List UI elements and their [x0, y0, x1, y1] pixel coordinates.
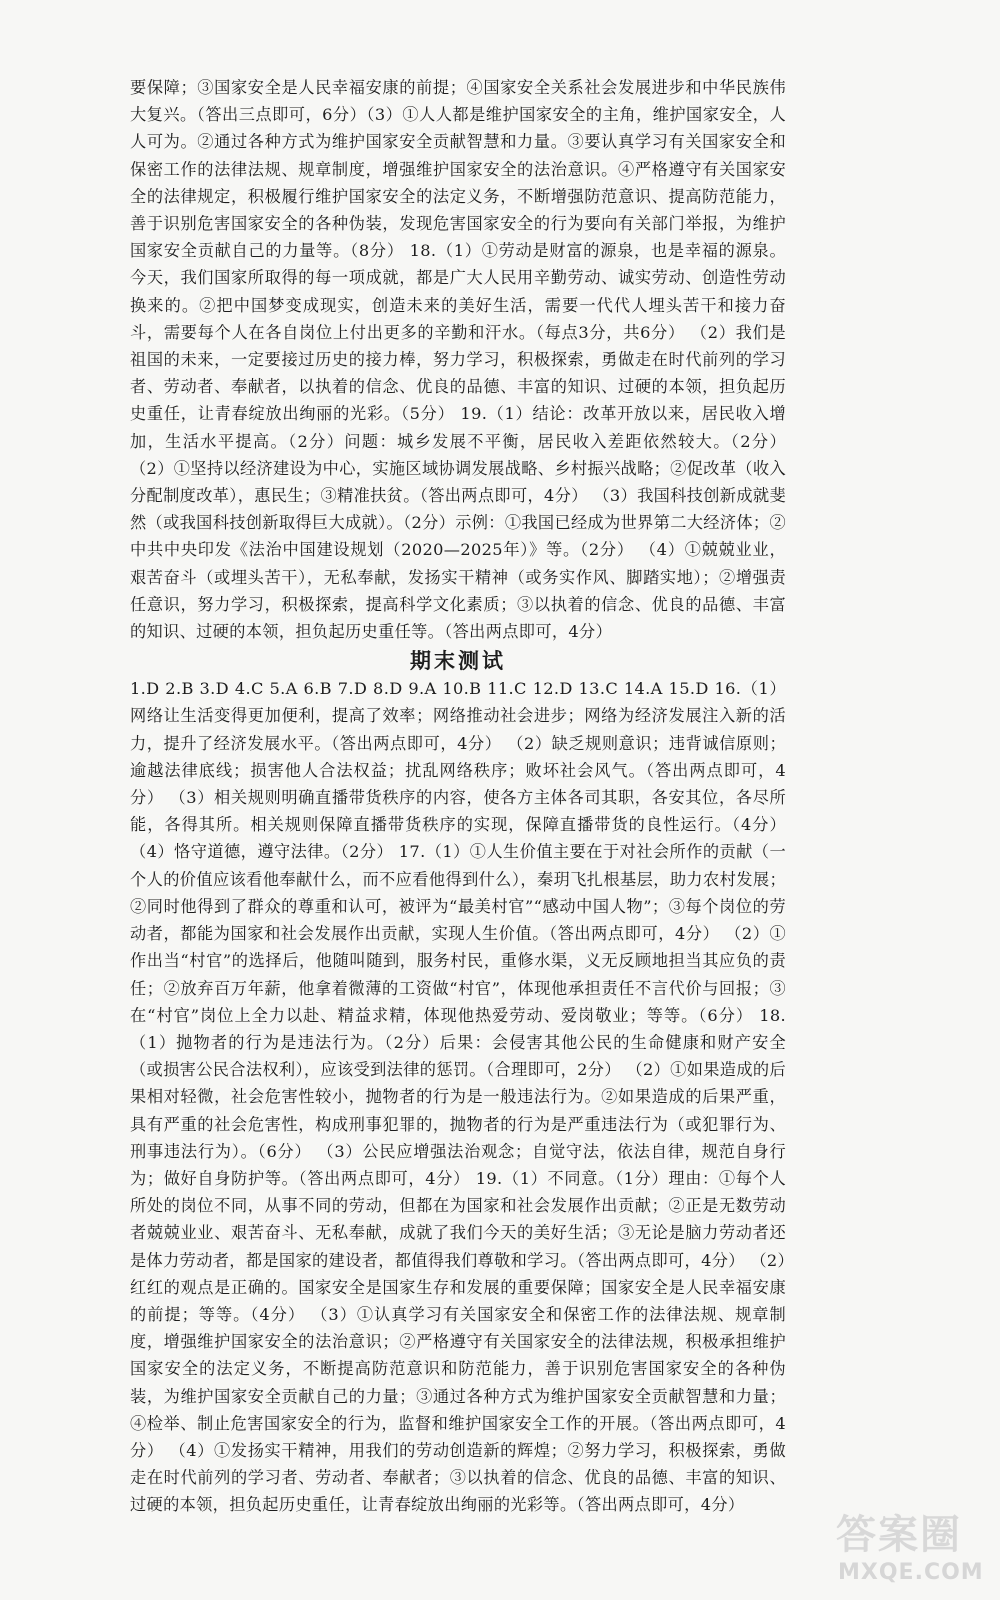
answer-text-block-1: 要保障；③国家安全是人民幸福安康的前提；④国家安全关系社会发展进步和中华民族伟大复兴。（答出三点即可，6分）（3）①人人都是维护国家安全的主角，维护国家安全，人人可为。②通过各种方式为维护国家安全贡献智慧和力量。③要认真学习有关国家安全和保密工作的法律法规、规章制度，增强维护国家安全的法治意识。④严格遵守有关国家安全的法律规定，积极履行维护国家安全的法定义务，不断增强防范意识、提高防范能力，善于识别危害国家安全的各种伪装，发现危害国家安全的行为要向有关部门举报，为维护国家安全贡献自己的力量等。（8分） 18.（1）①劳动是财富的源泉，也是幸福的源泉。今天，我们国家所取得的每一项成就，都是广大人民用辛勤劳动、诚实劳动、创造性劳动换来的。②把中国梦变成现实，创造未来的美好生活，需要一代代人埋头苦干和接力奋斗，需要每个人在各自岗位上付出更多的辛勤和汗水。（每点3分，共6分） （2）我们是祖国的未来，一定要接过历史的接力棒，努力学习，积极探索，勇做走在时代前列的学习者、劳动者、奉献者，以执着的信念、优良的品德、丰富的知识、过硬的本领，担负起历史重任，让青春绽放出绚丽的光彩。（5分） 19.（1）结论：改革开放以来，居民收入增加，生活水平提高。（2分）问题：城乡发展不平衡，居民收入差距依然较大。（2分） （2）①坚持以经济建设为中心，实施区域协调发展战略、乡村振兴战略；②促改革（收入分配制度改革），惠民生；③精准扶贫。（答出两点即可，4分） （3）我国科技创新成就斐然（或我国科技创新取得巨大成就）。（2分）示例：①我国已经成为世界第二大经济体；②中共中央印发《法治中国建设规划（2020—2025年）》等。（2分） （4）①兢兢业业，艰苦奋斗（或埋头苦干），无私奉献，发扬实干精神（或务实作风、脚踏实地）；②增强责任意识，努力学习，积极探索，提高科学文化素质；③以执着的信念、优良的品德、丰富的知识、过硬的本领，担负起历史重任等。（答出两点即可，4分） — [130, 78, 792, 642]
section-title-final-test: 期末测试 — [410, 649, 506, 674]
watermark-url: MXQE.COM — [838, 1560, 984, 1585]
watermark-logo: 答案圈 — [836, 1512, 962, 1558]
answer-text-block-2: 1.D 2.B 3.D 4.C 5.A 6.B 7.D 8.D 9.A 10.B 11.C 12.D 13.C 14.A 15.D 16.（1）网络让生活变得更加便利，提高了效率；网络推动社会进步；网络为经济发展注入新的活力，提升了经济发展水平。（答出两点即可，4分） （2）缺乏规则意识；违背诚信原则；逾越法律底线；损害他人合法权益；扰乱网络秩序；败坏社会风气。（答出两点即可，4分） （3）相关规则明确直播带货秩序的内容，使各方主体各司其职，各安其位，各尽所能，各得其所。相关规则保障直播带货秩序的实现，保障直播带货的良性运行。（4分） （4）恪守道德，遵守法律。（2分） 17.（1）①人生价值主要在于对社会所作的贡献（一个人的价值应该看他奉献什么，而不应看他得到什么），秦玥飞扎根基层，助力农村发展；②同时他得到了群众的尊重和认可，被评为“最美村官”“感动中国人物”；③每个岗位的劳动者，都能为国家和社会发展作出贡献，实现人生价值。（答出两点即可，4分） （2）①作出当“村官”的选择后，他随叫随到，服务村民，重修水渠，义无反顾地担当其应负的责任；②放弃百万年薪，他拿着微薄的工资做“村官”，体现他承担责任不言代价与回报；③在“村官”岗位上全力以赴、精益求精，体现他热爱劳动、爱岗敬业；等等。（6分） 18.（1）抛物者的行为是违法行为。（2分）后果：会侵害其他公民的生命健康和财产安全（或损害公民合法权利），应该受到法律的惩罚。（合理即可，2分） （2）①如果造成的后果相对轻微，社会危害性较小，抛物者的行为是一般违法行为。②如果造成的后果严重，具有严重的社会危害性，构成刑事犯罪的，抛物者的行为是严重违法行为（或犯罪行为、刑事违法行为）。（6分） （3）公民应增强法治观念；自觉守法，依法自律，规范自身行为；做好自身防护等。（答出两点即可，4分） 19.（1）不同意。（1分）理由：①每个人所处的岗位不同，从事不同的劳动，但都在为国家和社会发展作出贡献；②正是无数劳动者兢兢业业、艰苦奋斗、无私奉献，成就了我们今天的美好生活；③无论是脑力劳动者还是体力劳动者，都是国家的建设者，都值得我们尊敬和学习。（答出两点即可，4分） （2）红红的观点是正确的。国家安全是国家生存和发展的重要保障；国家安全是人民幸福安康的前提；等等。（4分） （3）①认真学习有关国家安全和保密工作的法律法规、规章制度，增强维护国家安全的法治意识；②严格遵守有关国家安全的法律法规，积极承担维护国家安全的法定义务，不断提高防范意识和防范能力，善于识别危害国家安全的各种伪装，为维护国家安全贡献自己的力量；③通过各种方式为维护国家安全贡献智慧和力量；④检举、制止危害国家安全的行为，监督和维护国家安全工作的开展。（答出两点即可，4分） （4）①发扬实干精神，用我们的劳动创造新的辉煌；②努力学习，积极探索，勇做走在时代前列的学习者、劳动者、奉献者；③以执着的信念、优良的品德、丰富的知识、过硬的本领，担负起历史重任，让青春绽放出绚丽的光彩等。（答出两点即可，4分） — [130, 679, 792, 1515]
site-watermark — [836, 1510, 986, 1592]
answer-page — [130, 74, 792, 1519]
